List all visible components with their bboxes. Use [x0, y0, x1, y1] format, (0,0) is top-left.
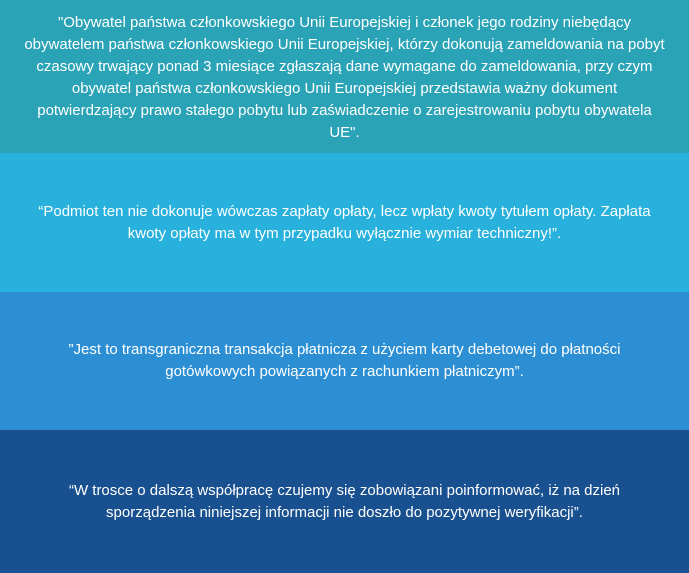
quote-text-1: "Obywatel państwa członkowskiego Unii Europejskiej i członek jego rodziny niebędący obywatelem państwa członkowskiego Unii Europejskiej, którzy dokonują zameldowania na pobyt czasowy trwający ponad 3 miesiące zgłaszają dane wymagane do zameldowania, przy czym obywatel państwa członkowskiego Unii Europejskiej przedstawia ważny dokument potwierdzający prawo stałego pobytu lub zaświadczenie o zarejestrowaniu pobytu obywatela UE".	[24, 13, 665, 141]
quote-panel-3	[0, 292, 689, 430]
quote-panel-2	[0, 153, 689, 292]
quote-text-2: “Podmiot ten nie dokonuje wówczas zapłaty opłaty, lecz wpłaty kwoty tytułem opłaty. Zapłata kwoty opłaty ma w tym przypadku wyłącznie wymiar techniczny!”.	[38, 202, 651, 242]
quote-text-3: ”Jest to transgraniczna transakcja płatnicza z użyciem karty debetowej do płatności gotówkowych powiązanych z rachunkiem płatniczym”.	[68, 341, 621, 380]
quote-panel-4	[0, 430, 689, 573]
quote-text-4: “W trosce o dalszą współpracę czujemy się zobowiązani poinformować, iż na dzień sporządzenia niniejszej informacji nie doszło do pozytywnej weryfikacji”.	[68, 481, 621, 521]
quote-panel-1	[0, 0, 689, 153]
